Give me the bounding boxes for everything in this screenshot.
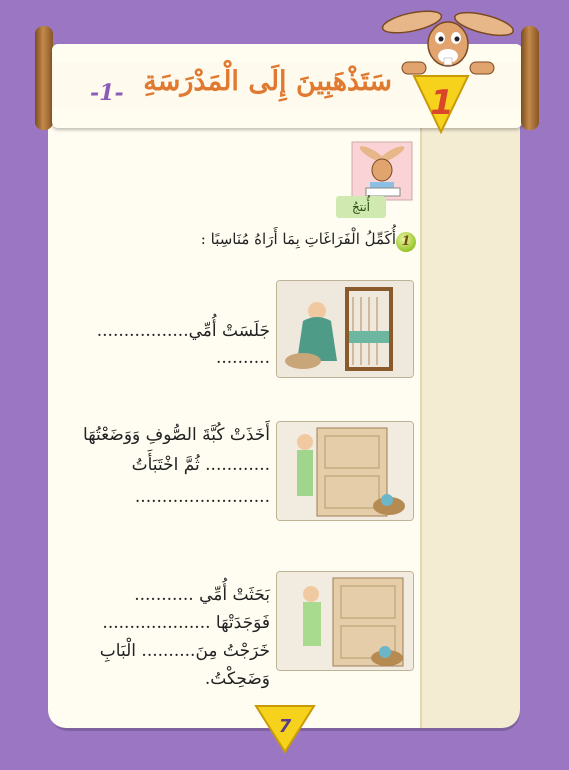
girl-behind-door-image bbox=[276, 421, 414, 521]
rabbit-reading-icon bbox=[350, 140, 414, 202]
scroll-rod-right bbox=[521, 26, 539, 130]
exercise-3-line-4: وَضَحِكْتُ. bbox=[204, 669, 270, 689]
lesson-title: سَتَذْهَبِينَ إِلَى الْمَدْرَسَةِ bbox=[143, 66, 392, 97]
exercise-2-line-2: ............ ثُمَّ اخْتَبَأَتُ bbox=[131, 455, 270, 475]
exercise-1-line-1: جَلَسَتْ أُمِّي................. .......... bbox=[96, 321, 270, 369]
girl-laughing-image bbox=[276, 571, 414, 671]
section-label: أُنتجُ bbox=[336, 196, 386, 218]
scroll-rod-left bbox=[35, 26, 53, 130]
exercise-2-line-1: أَخَذَتْ كُبَّةَ الصُّوفِ وَوَضَعْتُهَا bbox=[83, 425, 270, 445]
page-number-badge bbox=[254, 704, 316, 754]
exercise-3-line-3: خَرَجْتُ مِنَ.......... الْبَابِ bbox=[99, 641, 270, 661]
margin-column bbox=[420, 124, 520, 728]
lesson-part: -1- bbox=[90, 80, 124, 106]
exercise-3-line-2: فَوَجَدَتْهَا .................... bbox=[102, 613, 270, 633]
lesson-number-badge bbox=[410, 70, 472, 136]
instruction-text: أُكَمِّلُ الْفَرَاغَاتِ بِمَا أَرَاهُ مُنَاسِبًا : bbox=[200, 230, 396, 248]
rabbit-mascot-icon bbox=[378, 0, 518, 80]
exercise-2-line-3: ......................... bbox=[134, 487, 270, 507]
exercise-3-line-1: بَحَثَتْ أُمِّي ........... bbox=[134, 585, 270, 605]
exercise-number-bullet: 1 bbox=[396, 232, 416, 252]
lesson-number: 1 bbox=[430, 83, 454, 123]
mother-weaving-image bbox=[276, 280, 414, 378]
page-number: 7 bbox=[278, 716, 292, 737]
